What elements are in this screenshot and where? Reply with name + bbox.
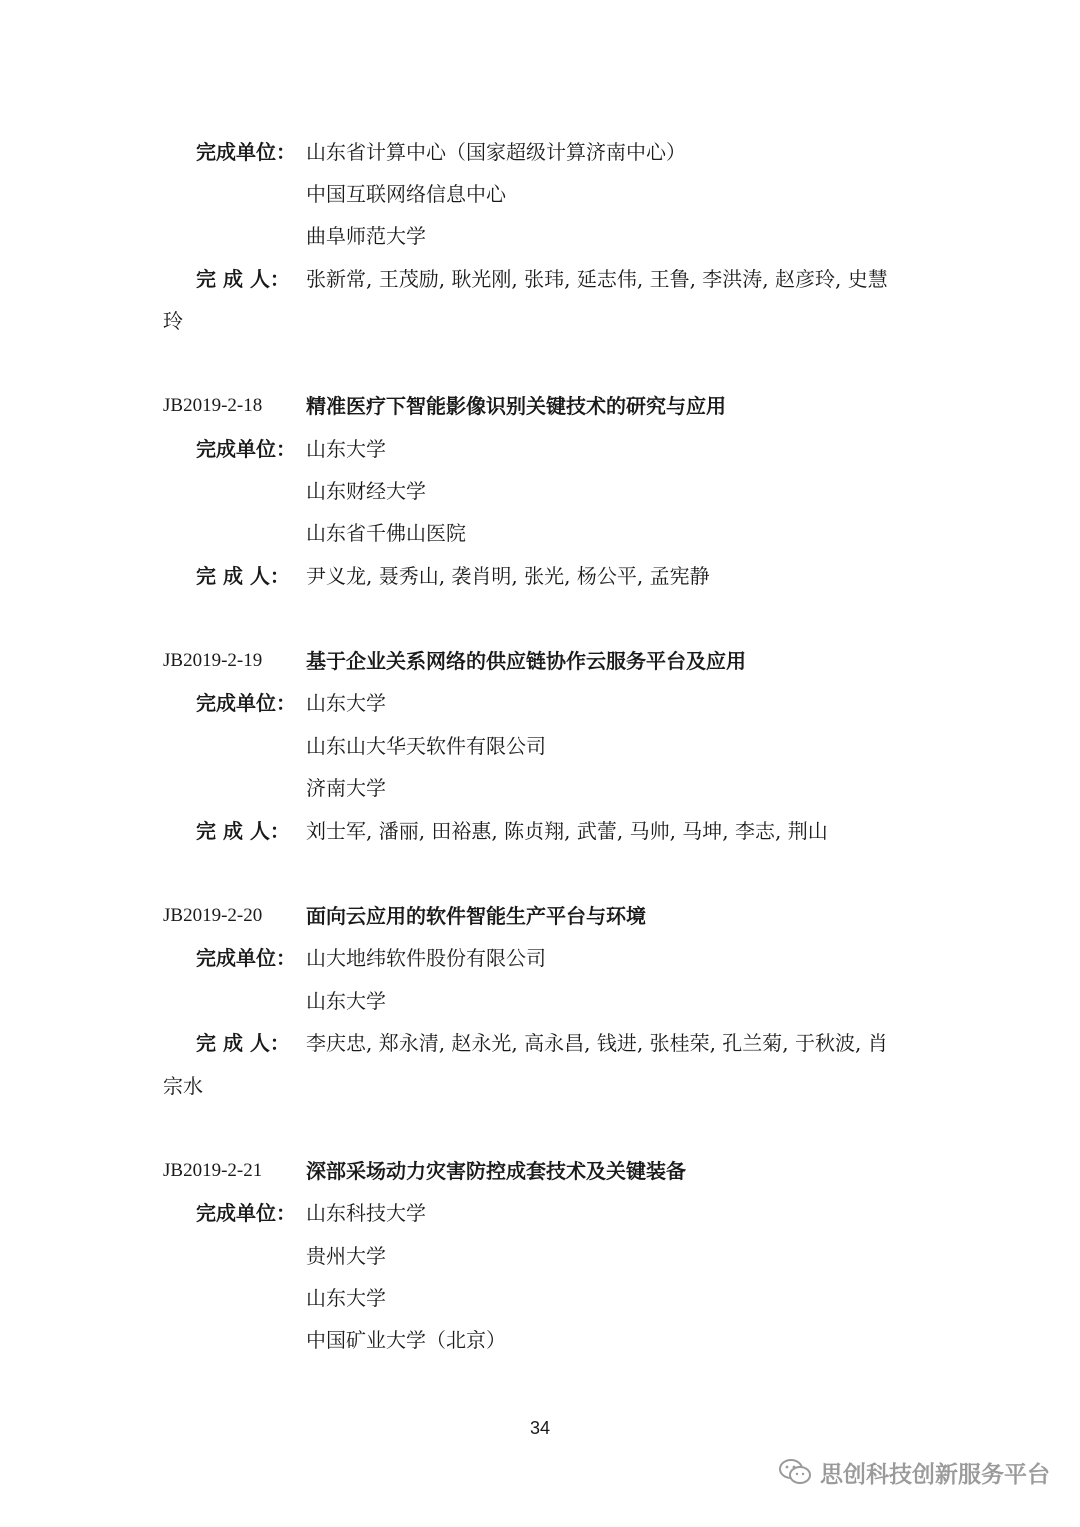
- unit-name: 济南大学: [306, 776, 386, 800]
- block1-unit-row: [0, 173, 1080, 215]
- block5-unit-row: [0, 1319, 1080, 1361]
- unit-name: 山东省千佛山医院: [306, 521, 466, 545]
- unit-name: 中国矿业大学（北京）: [306, 1328, 506, 1352]
- unit-name: 山东财经大学: [306, 479, 426, 503]
- project-code: JB2019-2-19: [163, 650, 263, 671]
- unit-name: 山东科技大学: [306, 1201, 426, 1225]
- wechat-icon: [778, 1458, 812, 1486]
- unit-name: 山东省计算中心（国家超级计算济南中心）: [306, 140, 686, 164]
- watermark-text: 思创科技创新服务平台: [820, 1461, 1050, 1488]
- people-list: 李庆忠, 郑永清, 赵永光, 高永昌, 钱进, 张桂荣, 孔兰菊, 于秋波, 肖: [306, 1031, 888, 1055]
- people-list: 张新常, 王茂励, 耿光刚, 张玮, 延志伟, 王鲁, 李洪涛, 赵彦玲, 史慧: [306, 267, 888, 291]
- unit-name: 山东大学: [306, 1286, 386, 1310]
- block5-header: [0, 1150, 1080, 1192]
- unit-name: 山东大学: [306, 437, 386, 461]
- block1-people-wrap: [0, 300, 1080, 342]
- block3-unit-row: [0, 682, 1080, 724]
- block5-unit-row: [0, 1192, 1080, 1234]
- block1-unit-row: [0, 131, 1080, 173]
- unit-name: 曲阜师范大学: [306, 224, 426, 248]
- unit-name: 中国互联网络信息中心: [306, 182, 506, 206]
- project-title: 精准医疗下智能影像识别关键技术的研究与应用: [306, 394, 726, 418]
- block3-people-row: [0, 810, 1080, 852]
- block2-people-row: [0, 555, 1080, 597]
- block2-unit-row: [0, 470, 1080, 512]
- block2-unit-row: [0, 428, 1080, 470]
- block4-people-wrap: [0, 1065, 1080, 1107]
- project-title: 面向云应用的软件智能生产平台与环境: [306, 904, 646, 928]
- unit-label: 完成单位：: [196, 140, 296, 164]
- people-list-continued: 玲: [163, 309, 183, 333]
- block3-unit-row: [0, 725, 1080, 767]
- block3-unit-row: [0, 767, 1080, 809]
- unit-label: 完成单位：: [196, 691, 296, 715]
- block5-unit-row: [0, 1235, 1080, 1277]
- unit-name: 山大地纬软件股份有限公司: [306, 946, 546, 970]
- unit-name: 山东大学: [306, 691, 386, 715]
- people-label: 完 成 人：: [196, 819, 290, 843]
- people-list: 刘士军, 潘丽, 田裕惠, 陈贞翔, 武蕾, 马帅, 马坤, 李志, 荆山: [306, 819, 828, 843]
- block1-unit-row: [0, 215, 1080, 257]
- watermark: [778, 1452, 1050, 1492]
- people-list: 尹义龙, 聂秀山, 袭肖明, 张光, 杨公平, 孟宪静: [306, 564, 710, 588]
- unit-name: 山东大学: [306, 989, 386, 1013]
- unit-label: 完成单位：: [196, 1201, 296, 1225]
- project-code: JB2019-2-21: [163, 1160, 263, 1181]
- project-code: JB2019-2-20: [163, 905, 263, 926]
- block4-unit-row: [0, 937, 1080, 979]
- page-number: 34: [529, 1418, 551, 1438]
- block3-header: [0, 640, 1080, 682]
- project-code: JB2019-2-18: [163, 395, 263, 416]
- block2-header: [0, 385, 1080, 427]
- block2-unit-row: [0, 512, 1080, 554]
- block4-unit-row: [0, 980, 1080, 1022]
- block4-header: [0, 895, 1080, 937]
- unit-name: 山东山大华天软件有限公司: [306, 734, 546, 758]
- block1-people-row: [0, 258, 1080, 300]
- block4-people-row: [0, 1022, 1080, 1064]
- project-title: 基于企业关系网络的供应链协作云服务平台及应用: [306, 649, 746, 673]
- people-label: 完 成 人：: [196, 1031, 290, 1055]
- people-label: 完 成 人：: [196, 267, 290, 291]
- project-title: 深部采场动力灾害防控成套技术及关键装备: [306, 1159, 686, 1183]
- unit-name: 贵州大学: [306, 1244, 386, 1268]
- people-list-continued: 宗水: [163, 1074, 203, 1098]
- unit-label: 完成单位：: [196, 946, 296, 970]
- block5-unit-row: [0, 1277, 1080, 1319]
- people-label: 完 成 人：: [196, 564, 290, 588]
- unit-label: 完成单位：: [196, 437, 296, 461]
